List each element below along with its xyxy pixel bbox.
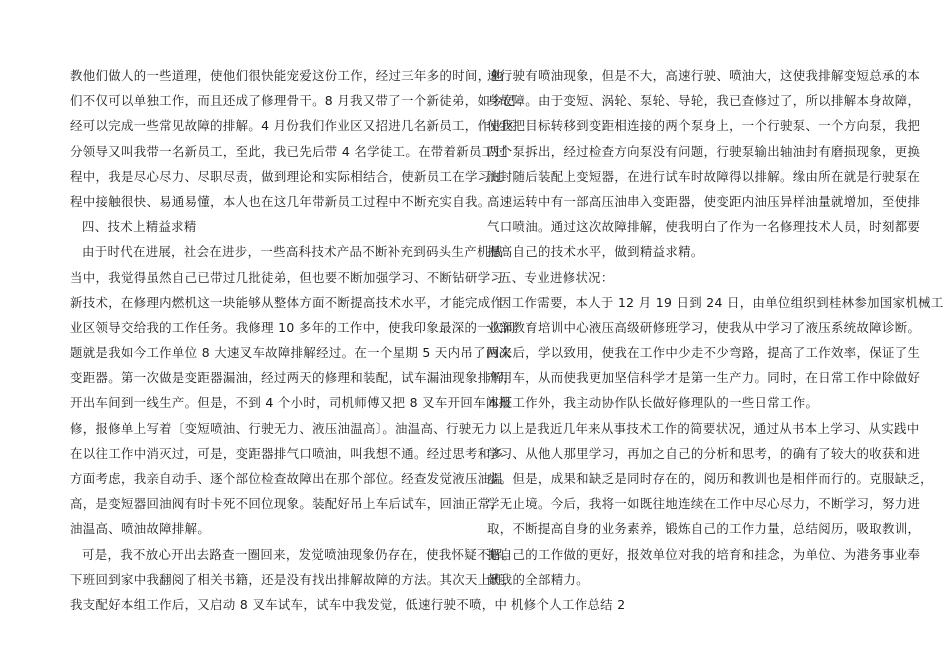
text-line: 业部教育培训中心液压高级研修班学习，使我从中学习了液压系统故障诊断。 (487, 319, 921, 335)
text-line: 献我的全部精力。 (487, 571, 589, 587)
text-line: 教他们做人的一些道理，使他们很快能宠爱这份工作，经过三年多的时间，他 (70, 68, 504, 83)
text-line: 步。但是，成果和缺乏是同时存在的，阅历和教训也是相伴而行的。克服缺乏， (487, 471, 933, 486)
text-line: 在以往工作中消灭过，可是，变距器排气口喷油，叫我想不通。经过思考和多 (70, 445, 504, 461)
text-line: 业区领导交给我的工作任务。我修理 10 多年的工作中，使我印象最深的一次问 (70, 319, 516, 335)
text-line: 身故障。由于变短、涡轮、泵轮、导轮，我已查修过了，所以排解本身故障， (487, 93, 921, 109)
text-line: 五、专业进修状况： (499, 269, 614, 285)
text-line: 修，报修单上写着〔变短喷油、行驶无力、液压油温高〕。油温高、行驶无力 (70, 420, 497, 436)
text-line: 经可以完成一些常见故障的排解。4 月份我们作业区又招进几名新员工，作业区 (70, 118, 516, 134)
text-line: 气口喷油。通过这次故障排解，使我明白了作为一名修理技术人员，时刻都要 (487, 219, 921, 235)
text-line: 取，不断提高自身的业务素养，锻炼自己的工作力量，总结阅历，吸取教训， (487, 521, 921, 537)
text-line: 因工作需要，本人于 12 月 19 日到 24 日，由单位组织到桂林参加国家机械工 (499, 294, 944, 310)
text-line: 分领导又叫我带一名新员工，至此，我已先后带 4 名学徒工。在带着新员工过 (70, 143, 508, 159)
text-line: 程中，我是尽心尽力、尽职尽责，做到理论和实际相结合，使新员工在学习过 (70, 168, 504, 184)
text-line: 速行驶有喷油现象，但是不大，高速行驶、喷油大，这使我排解变短总承的本 (487, 68, 921, 83)
text-line: 回来后，学以致用，使我在工作中少走不少弯路，提高了工作效率，保证了生 (487, 345, 921, 361)
text-line: 四、技术上精益求精 (82, 219, 197, 235)
text-line: 学无止境。今后，我将一如既往地连续在工作中尽心尽力，不断学习，努力进 (487, 496, 921, 512)
text-line: 程中接触很快、易通易懂，本人也在这几年带新员工过程中不断充实自我。 (70, 193, 491, 209)
text-line: 把自己的工作做的更好，报效单位对我的培育和挂念，为单位、为港务事业奉 (487, 546, 921, 562)
text-line: 由于时代在进展，社会在进步，一些高科技术产品不断补充到码头生产机械 (82, 244, 503, 260)
text-line: 提高自己的技术水平，做到精益求精。 (487, 244, 704, 260)
text-line: 当中，我觉得虽然自己已带过几批徒弟，但也要不断加强学习、不断钻研学习 (70, 269, 504, 285)
text-line: 学习、从他人那里学习，再加之自己的分析和思考，的确有了较大的收获和进 (487, 445, 921, 461)
text-line: 油温高、喷油故障排解。 (70, 521, 211, 537)
text-line: 机修个人工作总结 2 (511, 596, 626, 612)
text-line: 我支配好本组工作后，又启动 8 叉车试车，试车中我发觉，低速行驶不喷，中 (70, 596, 508, 612)
text-line: 以上是我近几年来从事技术工作的简要状况，通过从书本上学习、从实践中 (499, 420, 920, 436)
text-line: 变距器。第一次做是变距器漏油，经过两天的修理和装配，试车漏油现象排解， (70, 370, 516, 386)
text-line: 高速运转中有一部高压油串入变距器，使变距内油压异样油量就增加，至使排 (487, 193, 921, 209)
text-line: 下班回到家中我翻阅了相关书籍，还是没有找出排解故障的方法。其次天上班， (70, 571, 516, 587)
text-line: 开出车间到一线生产。但是，不到 4 个小时，司机师傅又把 8 叉车开回车间报 (70, 395, 512, 411)
text-line: 新技术，在修理内燃机这一块能够从整体方面不断提高技术水平，才能完成作 (70, 294, 504, 310)
left-text-column (70, 63, 516, 617)
text-line: 本班工作外，我主动协作队长做好修理队的一些日常工作。 (487, 395, 819, 411)
right-text-column (487, 63, 944, 617)
text-line: 方面考虑，我亲自动手、逐个部位检查故障出在那个部位。经查发觉液压油温 (70, 471, 504, 486)
text-line: 题就是我如今工作单位 8 大速叉车故障排解经过。在一个星期 5 天内吊了两次 (70, 345, 512, 361)
text-line: 高，是变短器回油阀有时卡死不回位现象。装配好吊上车后试车，回油正常， (70, 496, 504, 512)
text-line: 两个泵拆出，经过检查方向泵没有问题，行驶泵输出轴油封有磨损现象，更换 (487, 143, 921, 159)
text-line: 产用车，从而使我更加坚信科学才是第一生产力。同时，在日常工作中除做好 (487, 370, 921, 386)
text-line: 可是，我不放心开出去路查一圈回来，发觉喷油现象仍存在，使我怀疑不解。 (82, 546, 516, 562)
text-line: 油封随后装配上变短器，在进行试车时故障得以排解。缘由所在就是行驶泵在 (487, 168, 921, 184)
text-line: 使我把目标转移到变距相连接的两个泵身上，一个行驶泵、一个方向泵，我把 (487, 118, 921, 134)
text-line: 们不仅可以单独工作，而且还成了修理骨干。8 月我又带了一个新徒弟，如今已 (70, 93, 516, 109)
